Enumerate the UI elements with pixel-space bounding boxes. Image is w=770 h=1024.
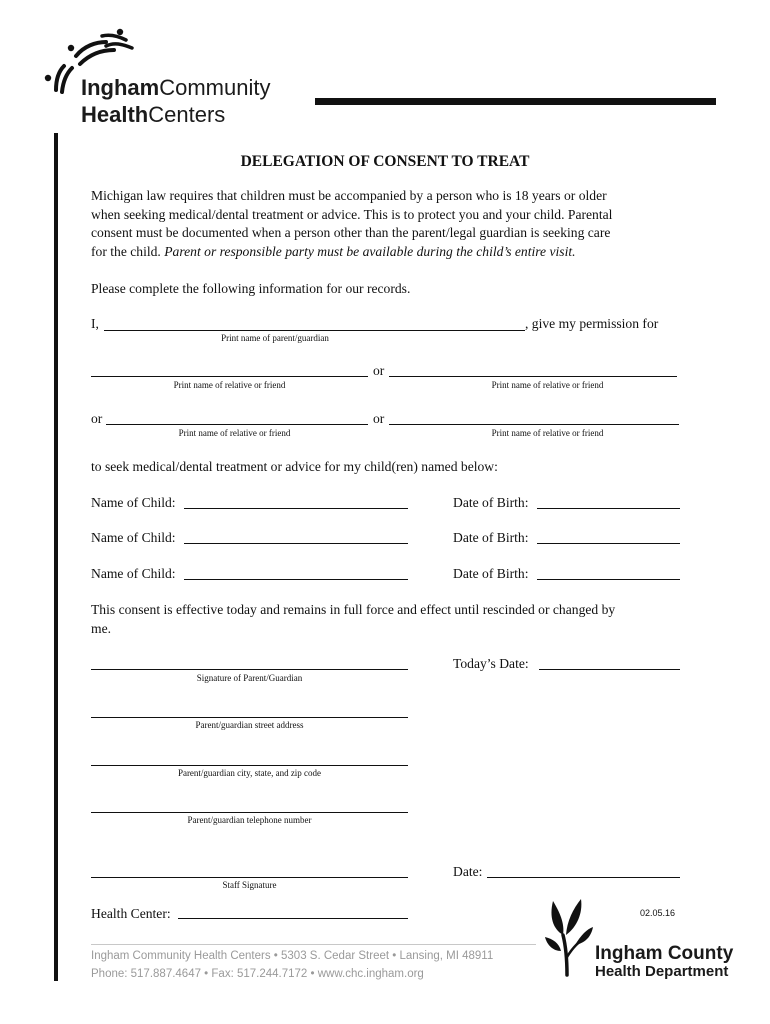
staff-signature-field[interactable]: [91, 877, 408, 878]
relative-name-field-4[interactable]: [389, 424, 679, 425]
child-name-field-3[interactable]: [184, 579, 408, 580]
child-name-field-2[interactable]: [184, 543, 408, 544]
consent-line: me.: [91, 620, 112, 636]
intro-line: when seeking medical/dental treatment or advice. This is to protect you and your child. Parental: [91, 206, 613, 222]
signature-caption: Signature of Parent/Guardian: [196, 673, 303, 683]
phone-caption: Parent/guardian telephone number: [187, 815, 312, 825]
logo-health: Health: [81, 102, 149, 127]
relative-caption: Print name of relative or friend: [491, 380, 604, 390]
parent-name-caption: Print name of parent/guardian: [221, 333, 329, 343]
dept-logo-line1: Ingham County: [595, 943, 734, 964]
dob-field-2[interactable]: [537, 543, 680, 544]
staff-caption: Staff Signature: [222, 880, 277, 890]
relative-name-field-2[interactable]: [389, 376, 677, 377]
relative-name-field-1[interactable]: [91, 376, 368, 377]
version-code: 02.05.16: [640, 908, 676, 918]
form-title: DELEGATION OF CONSENT TO TREAT: [240, 153, 530, 170]
intro-line: consent must be documented when a person other than the parent/legal guardian is seeking care: [91, 225, 611, 240]
relative-caption: Print name of relative or friend: [178, 428, 291, 438]
consent-paragraph: [91, 601, 691, 638]
dob-field-3[interactable]: [537, 579, 680, 580]
logo-community: Community: [159, 75, 271, 100]
relative-caption: Print name of relative or friend: [173, 380, 286, 390]
child-name-label: Name of Child:: [91, 566, 176, 581]
give-permission-text: , give my permission for: [525, 316, 659, 331]
dob-label: Date of Birth:: [453, 530, 529, 545]
child-name-label: Name of Child:: [91, 530, 176, 545]
intro-line: Michigan law requires that children must be accompanied by a person who is 18 years or older: [91, 188, 607, 203]
tree-leaf-icon: [545, 895, 595, 977]
footer-contact: Phone: 517.887.4647 • Fax: 517.244.7172 • www.chc.ingham.org: [91, 968, 424, 980]
street-address-field[interactable]: [91, 717, 408, 718]
ichd-logo: [545, 895, 745, 980]
child-name-field-1[interactable]: [184, 508, 408, 509]
seek-treatment-text: to seek medical/dental treatment or advice for my child(ren) named below:: [91, 459, 498, 474]
health-center-label: Health Center:: [91, 906, 171, 921]
todays-date-label: Today’s Date:: [453, 656, 529, 671]
intro-paragraph: [91, 187, 691, 261]
or-label: or: [91, 411, 103, 426]
parent-name-field[interactable]: [104, 330, 525, 331]
dob-label: Date of Birth:: [453, 495, 529, 510]
telephone-field[interactable]: [91, 812, 408, 813]
todays-date-field[interactable]: [539, 669, 680, 670]
or-label: or: [373, 411, 385, 426]
please-complete-text: Please complete the following information for our records.: [91, 281, 411, 296]
consent-line: This consent is effective today and remains in full force and effect until rescinded or changed by: [91, 602, 616, 617]
staff-date-field[interactable]: [487, 877, 680, 878]
ichc-logo: [40, 28, 300, 128]
logo-centers: Centers: [148, 102, 226, 127]
street-caption: Parent/guardian street address: [195, 720, 304, 730]
relative-caption: Print name of relative or friend: [491, 428, 604, 438]
date-label: Date:: [453, 864, 483, 879]
or-label: or: [373, 363, 385, 378]
footer-address: Ingham Community Health Centers • 5303 S. Cedar Street • Lansing, MI 48911: [91, 950, 494, 962]
i-label: I,: [91, 316, 99, 331]
health-center-field[interactable]: [178, 918, 408, 919]
parent-signature-field[interactable]: [91, 669, 408, 670]
city-state-zip-field[interactable]: [91, 765, 408, 766]
intro-emphasis: Parent or responsible party must be available during the child’s entire visit.: [164, 243, 576, 259]
child-name-label: Name of Child:: [91, 495, 176, 510]
left-margin-bar: [54, 133, 58, 981]
footer-rule: [91, 944, 536, 945]
relative-name-field-3[interactable]: [106, 424, 368, 425]
dob-field-1[interactable]: [537, 508, 680, 509]
dob-label: Date of Birth:: [453, 566, 529, 581]
intro-line: for the child.: [91, 243, 161, 259]
dept-logo-line2: Health Department: [595, 963, 729, 980]
logo-ingham: Ingham: [81, 75, 160, 100]
header-rule: [315, 98, 716, 105]
city-caption: Parent/guardian city, state, and zip code: [177, 768, 322, 778]
